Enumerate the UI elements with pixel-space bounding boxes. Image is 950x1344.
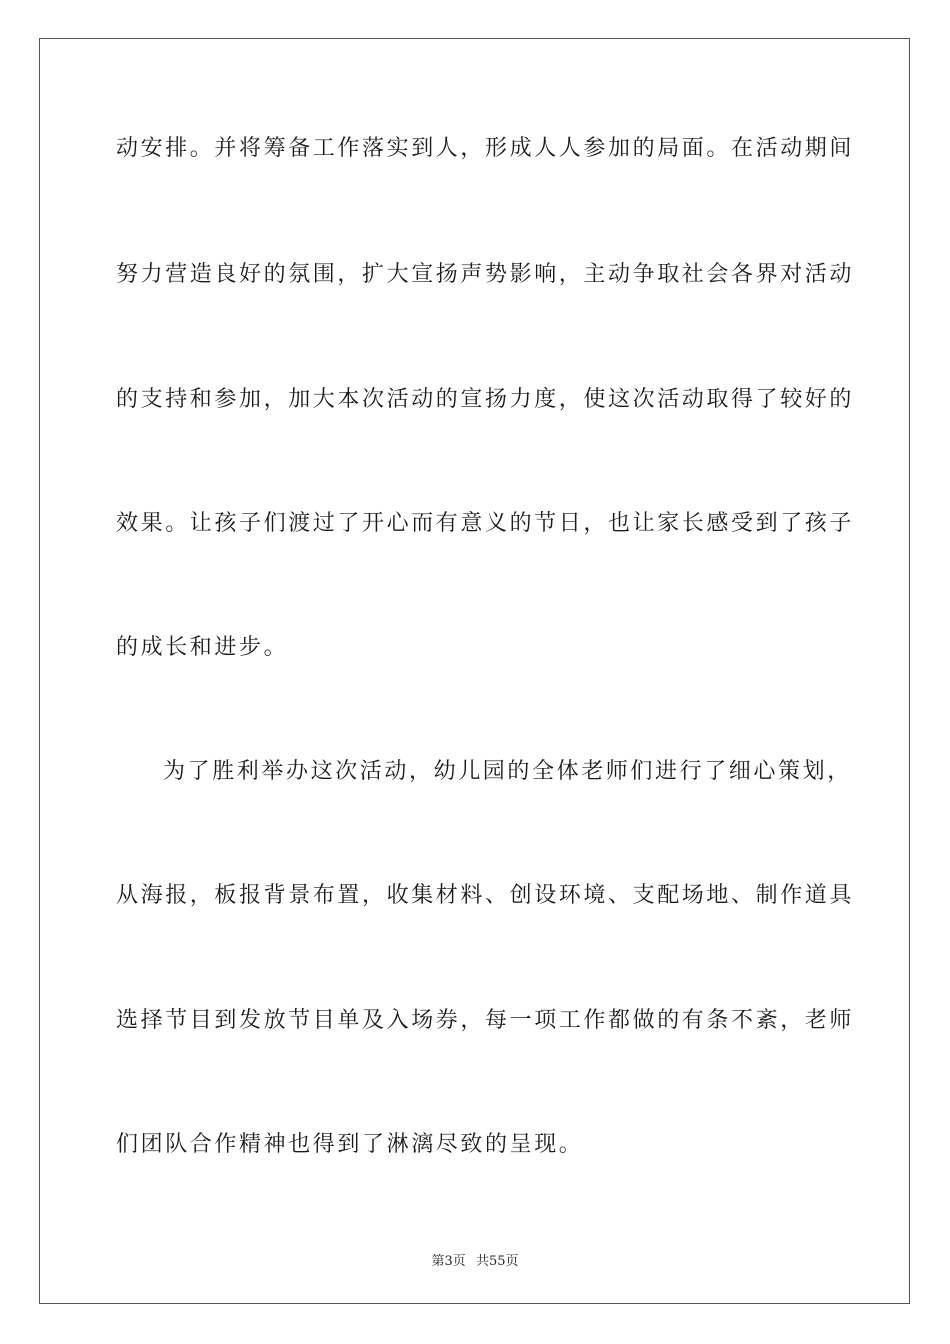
page-total: 共55页: [475, 1254, 519, 1269]
body-text-line: 的成长和进步。: [116, 635, 289, 660]
body-text-line: 动安排。并将筹备工作落实到人，形成人人参加的局面。在活动期间: [116, 136, 855, 161]
body-text-line: 的支持和参加，加大本次活动的宣扬力度，使这次活动取得了较好的: [116, 387, 855, 412]
body-text-line: 从海报，板报背景布置，收集材料、创设环境、支配场地、制作道具: [116, 883, 855, 908]
page-footer: [0, 1250, 950, 1269]
body-text-line: 们团队合作精神也得到了淋漓尽致的呈现。: [116, 1132, 584, 1157]
body-text-line: 努力营造良好的氛围，扩大宣扬声势影响，主动争取社会各界对活动: [116, 262, 855, 287]
page-number: 第3页: [431, 1254, 466, 1269]
body-text-line: 效果。让孩子们渡过了开心而有意义的节日，也让家长感受到了孩子: [116, 511, 855, 536]
page-frame: [39, 38, 910, 1304]
paragraph-first-line: 为了胜利举办这次活动，幼儿园的全体老师们进行了细心策划，: [163, 759, 852, 784]
body-text-line: 选择节目到发放节目单及入场券，每一项工作都做的有条不紊，老师: [116, 1008, 855, 1033]
